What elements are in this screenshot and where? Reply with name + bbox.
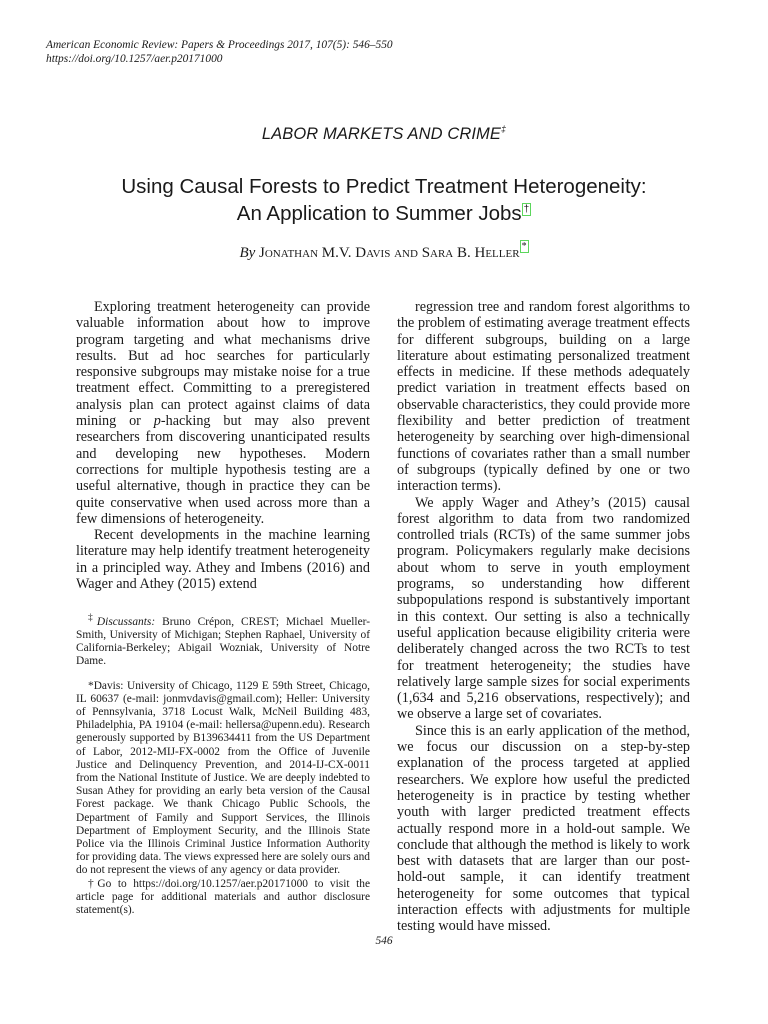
doi-link[interactable]: https://doi.org/10.1257/aer.p20171000: [46, 53, 223, 65]
section-title-mark: ‡: [501, 124, 507, 134]
title-footnote-link[interactable]: †: [523, 204, 530, 215]
section-title: [0, 124, 768, 144]
author-davis: Jonathan M.V. Davis: [259, 245, 391, 261]
author-footnote-link[interactable]: *: [521, 241, 527, 252]
body-column-right: [397, 299, 690, 935]
page-number: 546: [375, 935, 393, 947]
journal-header: [46, 38, 393, 66]
body-column-left: [76, 299, 370, 592]
byline-by: By: [239, 245, 256, 261]
paragraph: regression tree and random forest algorithms to the problem of estimating average treatment effects for different subgroups, building on a large literature about estimating personalized treatment effects in medicine. If these methods adequately predict variation in treatment effects based on observable characteristics, they could provide more flexibility and better prediction of treatment heterogeneity by searching over high-dimensional functions of covariates rather than a small number of subgroups (typically defined by one or two interaction terms).: [397, 299, 690, 495]
paragraph: Since this is an early application of the method, we focus our discussion on a step-by-step explanation of the process targeted at applied researchers. We explore how useful the predicted heterogeneity is in practice by testing whether youth with larger predicted treatment effects actually respond more in a hold-out sample. We conclude that although the method is likely to work best with datasets that are larger than our post-hold-out sample, it can identify treatment heterogeneity for some outcomes that typical interaction effects with adjustments for multiple testing would have missed.: [397, 722, 690, 935]
author-heller: Sara B. Heller: [421, 245, 520, 261]
footnote-discussants: ‡Discussants: Bruno Crépon, CREST; Michael Mueller-Smith, University of Michigan; Stephen Raphael, University of California-Berkeley; Abigail Wozniak, University of Notre Dame.: [76, 613, 370, 668]
footnote-affiliation: *Davis: University of Chicago, 1129 E 59th Street, Chicago, IL 60637 (e-mail: jonmvdavis@gmail.com); Heller: University of Pennsylvania, 3718 Locust Walk, McNeil Building 483, Philadelphia, PA 19104 (e-mail: hellersa@upenn.edu). Research generously supported by B139634411 from the US Department of Labor, 2012-MIJ-FX-0002 from the Office of Juvenile Justice and Delinquency Prevention, and 2014-IJ-CX-0011 from the National Institute of Justice. We are deeply indebted to Susan Athey for providing an early beta version of the Causal Forest package. We thank Chicago Public Schools, the Department of Family and Support Services, the Illinois Department of Employment Security, and the Illinois State Police via the Illinois Criminal Justice Information Authority for providing data. The views expressed here are solely ours and do not represent the views of any agency or data provider.: [76, 679, 370, 877]
journal-citation: American Economic Review: Papers & Proceedings 2017, 107(5): 546–550: [46, 39, 393, 51]
section-title-text: LABOR MARKETS AND CRIME: [261, 125, 502, 143]
footnote-goto[interactable]: †Go to https://doi.org/10.1257/aer.p20171000 to visit the article page for additional materials and author disclosure statement(s).: [76, 877, 370, 917]
paper-title-line1: Using Causal Forests to Predict Treatment Heterogeneity:: [121, 175, 647, 198]
paper-title: [0, 173, 768, 227]
byline-and: and: [394, 245, 418, 261]
paper-title-line2: An Application to Summer Jobs: [236, 202, 522, 225]
author-byline: [0, 242, 768, 262]
paragraph: We apply Wager and Athey’s (2015) causal forest algorithm to data from two randomized controlled trials (RCTs) of the same summer jobs program. Policymakers regularly make decisions about whom to serve in youth employment programs, so understanding how different subpopulations respond is substantively important in this context. Our setting is also a technically useful application because eligibility criteria were deliberately changed across the two RCTs to test for treatment heterogeneity; the studies have relatively large sample sizes for social experiments (1,634 and 5,216 observations, respectively); and we observe a large set of covariates.: [397, 494, 690, 723]
paragraph: Recent developments in the machine learning literature may help identify treatment heterogeneity in a principled way. Athey and Imbens (2016) and Wager and Athey (2015) extend: [76, 527, 370, 593]
paragraph: Exploring treatment heterogeneity can provide valuable information about how to improve program targeting and what mechanisms drive results. But ad hoc searches for particularly responsive subgroups may mistake noise for a true treatment effect. Committing to a preregistered analysis plan can protect against claims of data mining or p-hacking but may also prevent researchers from discovering unanticipated results and developing new hypotheses. Modern corrections for multiple hypothesis testing are a useful alternative, though in practice they can be quite conservative when used across more than a few dimensions of heterogeneity.: [76, 299, 370, 527]
footnotes: [76, 612, 370, 917]
